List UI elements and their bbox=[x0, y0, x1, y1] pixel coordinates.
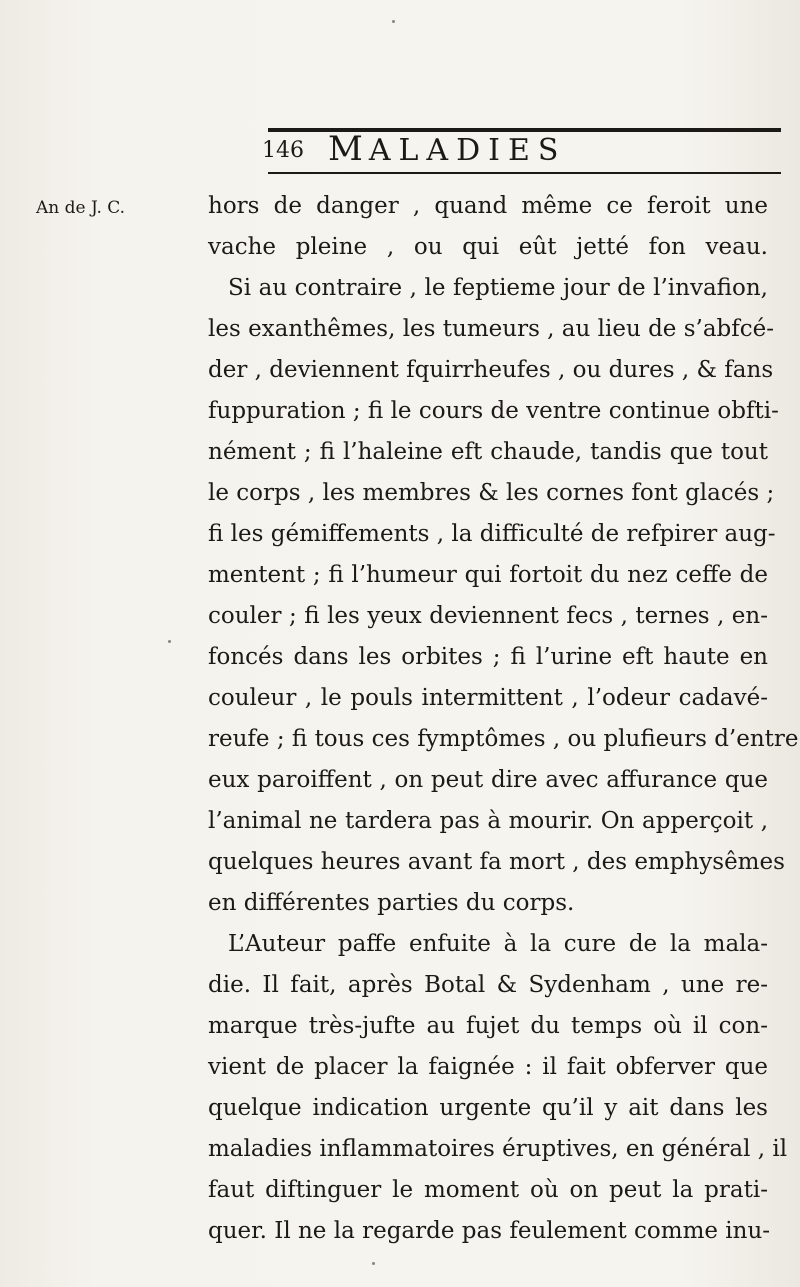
running-head-rest: ALADIES bbox=[368, 133, 567, 168]
text-line: der , deviennent fquirrheufes , ou dures , & fans bbox=[208, 357, 774, 383]
text-line: eux paroiffent , on peut dire avec affurance que bbox=[208, 767, 768, 793]
running-head bbox=[328, 130, 566, 170]
text-line: quer. Il ne la regarde pas feulement comme inu- bbox=[208, 1218, 771, 1244]
body-text bbox=[208, 186, 799, 1252]
text-line: quelque indication urgente qu’il y ait dans les bbox=[208, 1095, 768, 1121]
text-line: mentent ; fi l’humeur qui fortoit du nez ceffe de bbox=[208, 562, 768, 588]
text-line: couler ; fi les yeux deviennent fecs , ternes , en- bbox=[208, 603, 768, 629]
text-line: fi les gémiffements , la difficulté de refpirer aug- bbox=[208, 521, 776, 547]
text-line: maladies inflammatoires éruptives, en général , il bbox=[208, 1136, 788, 1162]
text-line: les exanthêmes, les tumeurs , au lieu de s’abfcé- bbox=[208, 316, 775, 342]
text-line: foncés dans les orbites ; fi l’urine eft haute en bbox=[208, 644, 768, 670]
text-line: couleur , le pouls intermittent , l’odeur cadavé- bbox=[208, 685, 768, 711]
text-line: l’animal ne tardera pas à mourir. On apperçoit , bbox=[208, 808, 768, 834]
paper-speck bbox=[168, 640, 171, 643]
text-line: hors de danger , quand même ce feroit une bbox=[208, 193, 768, 219]
text-line: nément ; fi l’haleine eft chaude, tandis que tout bbox=[208, 439, 768, 465]
text-line: vient de placer la faignée : il fait obferver que bbox=[208, 1054, 768, 1080]
page-number: 146 bbox=[262, 138, 304, 163]
text-line: L’Auteur paffe enfuite à la cure de la mala- bbox=[228, 931, 768, 957]
text-line: en différentes parties du corps. bbox=[208, 890, 575, 916]
text-line: die. Il fait, après Botal & Sydenham , une re- bbox=[208, 972, 768, 998]
text-line: reufe ; fi tous ces fymptômes , ou plufieurs d’entre bbox=[208, 726, 799, 752]
text-line: faut diftinguer le moment où on peut la prati- bbox=[208, 1177, 768, 1203]
text-line: fuppuration ; fi le cours de ventre continue obfti- bbox=[208, 398, 779, 424]
margin-note-year: An de J. C. bbox=[36, 198, 126, 218]
text-line: marque très-jufte au fujet du temps où il con- bbox=[208, 1013, 768, 1039]
paper-speck bbox=[372, 1262, 375, 1265]
text-line: le corps , les membres & les cornes font glacés ; bbox=[208, 480, 775, 506]
text-line: Si au contraire , le feptieme jour de l’invafion, bbox=[228, 275, 768, 301]
paper-speck bbox=[392, 20, 395, 23]
running-head-initial: M bbox=[328, 129, 369, 169]
text-line: vache pleine , ou qui eût jetté fon veau. bbox=[208, 234, 768, 260]
header-rule-bottom bbox=[268, 172, 781, 174]
text-line: quelques heures avant fa mort , des emphysêmes bbox=[208, 849, 785, 875]
